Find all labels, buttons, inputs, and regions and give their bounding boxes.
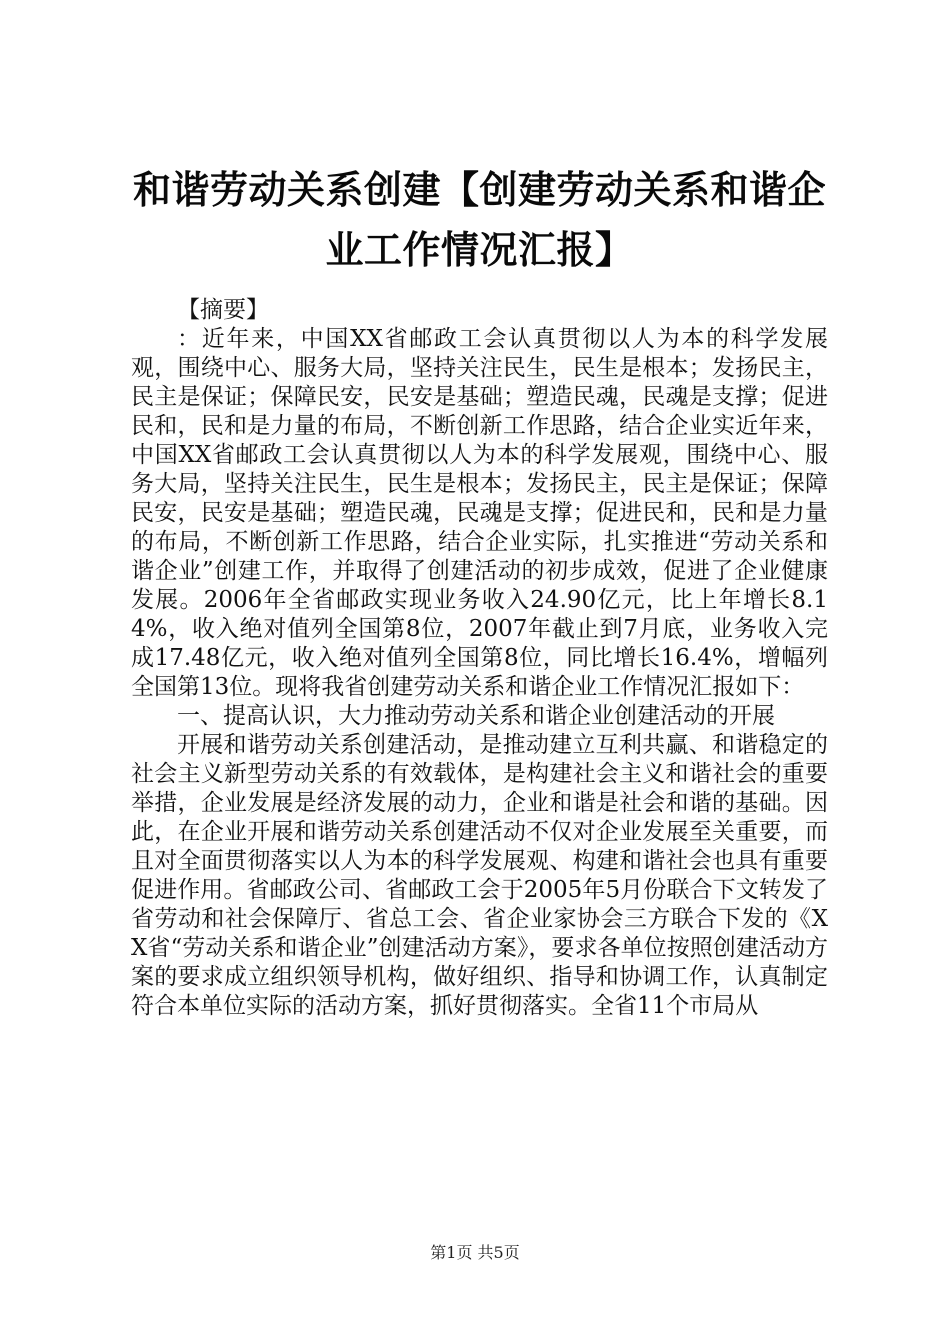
page-footer: 第1页 共5页 xyxy=(430,1243,520,1262)
document-body xyxy=(131,296,828,1021)
abstract-paragraph: ：近年来，中国XX省邮政工会认真贯彻以人为本的科学发展观，围绕中心、服务大局，坚持关注民生，民生是根本；发扬民主，民主是保证；保障民安，民安是基础；塑造民魂，民魂是支撑；促进民和，民和是力量的布局，不断创新工作思路，结合企业实近年来，中国XX省邮政工会认真贯彻以人为本的科学发展观，围绕中心、服务大局，坚持关注民生，民生是根本；发扬民主，民主是保证；保障民安，民安是基础；塑造民魂，民魂是支撑；促进民和，民和是力量的布局，不断创新工作思路，结合企业实际，扎实推进“劳动关系和谐企业”创建工作，并取得了创建活动的初步成效，促进了企业健康发展。2006年全省邮政实现业务收入24.90亿元，比上年增长8.14%，收入绝对值列全国第8位，2007年截止到7月底，业务收入完成17.48亿元，收入绝对值列全国第8位，同比增长16.4%，增幅列全国第13位。现将我省创建劳动关系和谐企业工作情况汇报如下： xyxy=(131,326,828,700)
document-page xyxy=(131,0,828,1344)
document-title: 和谐劳动关系创建【创建劳动关系和谐企业工作情况汇报】 xyxy=(132,168,826,272)
section-heading: 一、提高认识，大力推动劳动关系和谐企业创建活动的开展 xyxy=(177,703,775,729)
body-paragraph: 开展和谐劳动关系创建活动，是推动建立互利共赢、和谐稳定的社会主义新型劳动关系的有效载体，是构建社会主义和谐社会的重要举措，企业发展是经济发展的动力，企业和谐是社会和谐的基础。因此，在企业开展和谐劳动关系创建活动不仅对企业发展至关重要，而且对全面贯彻落实以人为本的科学发展观、构建和谐社会也具有重要促进作用。省邮政公司、省邮政工会于2005年5月份联合下文转发了省劳动和社会保障厅、省总工会、省企业家协会三方联合下发的《XX省“劳动关系和谐企业”创建活动方案》，要求各单位按照创建活动方案的要求成立组织领导机构，做好组织、指导和协调工作，认真制定符合本单位实际的活动方案，抓好贯彻落实。全省11个市局从 xyxy=(131,732,828,1019)
abstract-heading: 【摘要】 xyxy=(177,297,269,323)
